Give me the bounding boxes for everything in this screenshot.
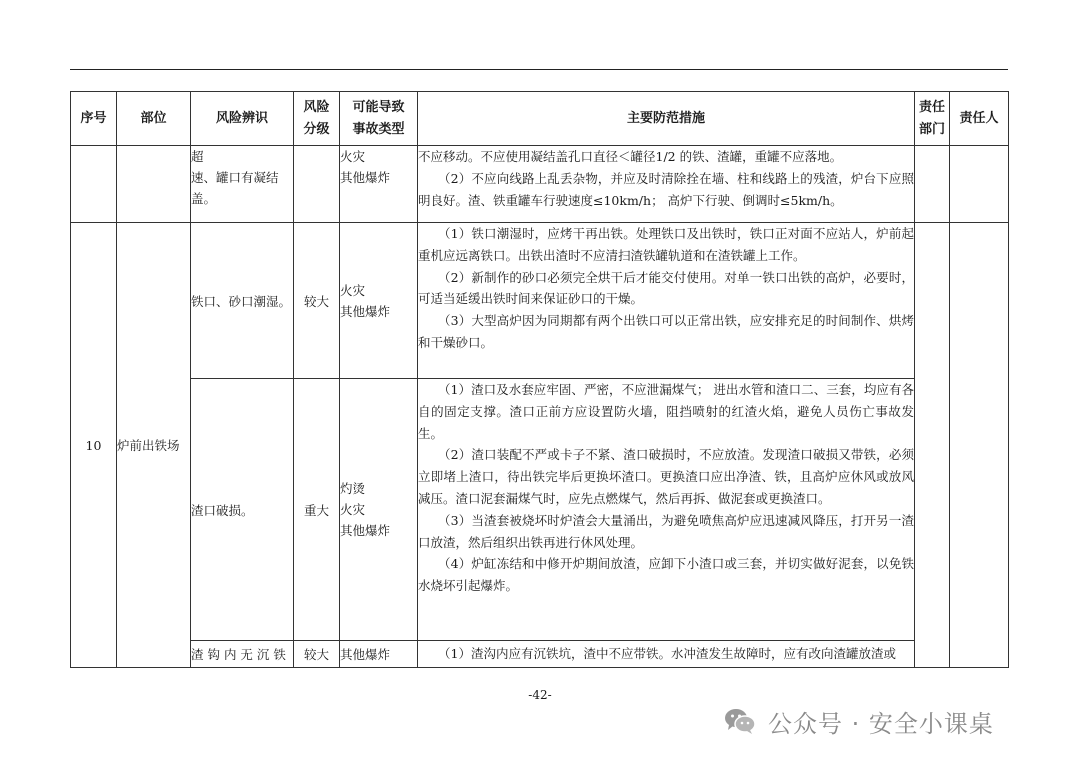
measure-text: 不应移动。不应使用凝结盖孔口直径＜罐径1/2 的铁、渣罐，重罐不应落地。 [418,149,843,164]
measure-text: （4）炉缸冻结和中修开炉期间放渣，应卸下小渣口或三套，并切实做好泥套，以免铁水烧坏引起爆炸。 [418,556,914,594]
cell-accident-type: 灼烫 火灾 其他爆炸 [340,379,418,641]
cell-person [950,146,1009,223]
header-measures: 主要防范措施 [418,92,915,146]
measure-text: （2）新制作的砂口必须完全烘干后才能交付使用。对单一铁口出铁的高炉，必要时，可适当延缓出铁时间来保证砂口的干燥。 [418,269,914,307]
cell-level [294,146,340,223]
header-rule [70,69,1008,70]
measure-text: （1）渣口及水套应牢固、严密，不应泄漏煤气； 进出水管和渣口二、三套，均应有各自的固定支撑。渣口正前方应设置防火墙，阻挡喷射的红渣火焰，避免人员伤亡事故发生。 [418,382,914,441]
measure-text: （3）当渣套被烧坏时炉渣会大量涌出，为避免喷焦高炉应迅速减风降压，打开另一渣口放渣，然后组织出铁再进行休风处理。 [418,512,914,550]
header-dept: 责任 部门 [915,92,950,146]
measure-text: （2）不应向线路上乱丢杂物，并应及时清除拴在墙、柱和线路上的残渣，炉台下应照明良好。渣、铁重罐车行驶速度≤10km/h； 高炉下行驶、倒调时≤5km/h。 [418,170,914,208]
watermark [722,701,994,741]
cell-measures [418,223,915,379]
measure-text: （1）渣沟内应有沉铁坑，渣中不应带铁。水冲渣发生故障时，应有改向渣罐放渣或 [438,646,896,662]
cell-accident-type: 其他爆炸 [340,641,418,668]
cell-risk: 超 速、罐口有凝结 盖。 [191,146,294,223]
wechat-icon [722,703,758,739]
risk-table [70,91,1009,668]
cell-dept [915,146,950,223]
cell-level: 重大 [294,379,340,641]
cell-measures [418,379,915,641]
measure-text: （1）铁口潮湿时，应烤干再出铁。处理铁口及出铁时，铁口正对面不应站人，炉前起重机应远离铁口。出铁出渣时不应清扫渣铁罐轨道和在渣铁罐上工作。 [418,226,914,263]
cell-level: 较大 [294,641,340,668]
cell-dept [915,223,950,668]
cell-measures [418,146,915,223]
table-row [71,223,1009,379]
page-number: -42- [528,688,552,702]
measure-text: （3）大型高炉因为同期都有两个出铁口可以正常出铁，应安排充足的时间制作、烘烤和干燥砂口。 [418,313,914,350]
table-header-row [71,92,1009,146]
table-row [71,641,1009,668]
cell-accident-type: 火灾 其他爆炸 [340,223,418,379]
cell-accident-type: 火灾 其他爆炸 [340,146,418,223]
header-level: 风险 分级 [294,92,340,146]
header-accident-type: 可能导致 事故类型 [340,92,418,146]
header-location: 部位 [117,92,191,146]
header-no: 序号 [71,92,117,146]
table-row [71,146,1009,223]
table-row [71,379,1009,641]
cell-risk: 铁口、砂口潮湿。 [191,223,294,379]
cell-level: 较大 [294,223,340,379]
cell-location [117,146,191,223]
cell-measures [418,641,915,668]
cell-no: 10 [71,223,117,668]
cell-no [71,146,117,223]
header-risk: 风险辨识 [191,92,294,146]
watermark-text: 公众号 · 安全小课桌 [768,709,994,738]
cell-person [950,223,1009,668]
cell-risk: 渣 钩 内 无 沉 铁 [191,641,294,668]
cell-location: 炉前出铁场 [117,223,191,668]
header-person: 责任人 [950,92,1009,146]
cell-risk: 渣口破损。 [191,379,294,641]
measure-text: （2）渣口装配不严或卡子不紧、渣口破损时，不应放渣。发现渣口破损又带铁，必须立即堵上渣口，待出铁完毕后更换坏渣口。更换渣口应出净渣、铁，且高炉应休风或放风减压。渣口泥套漏煤气时，应先点燃煤气，然后再拆、做泥套或更换渣口。 [418,447,914,506]
